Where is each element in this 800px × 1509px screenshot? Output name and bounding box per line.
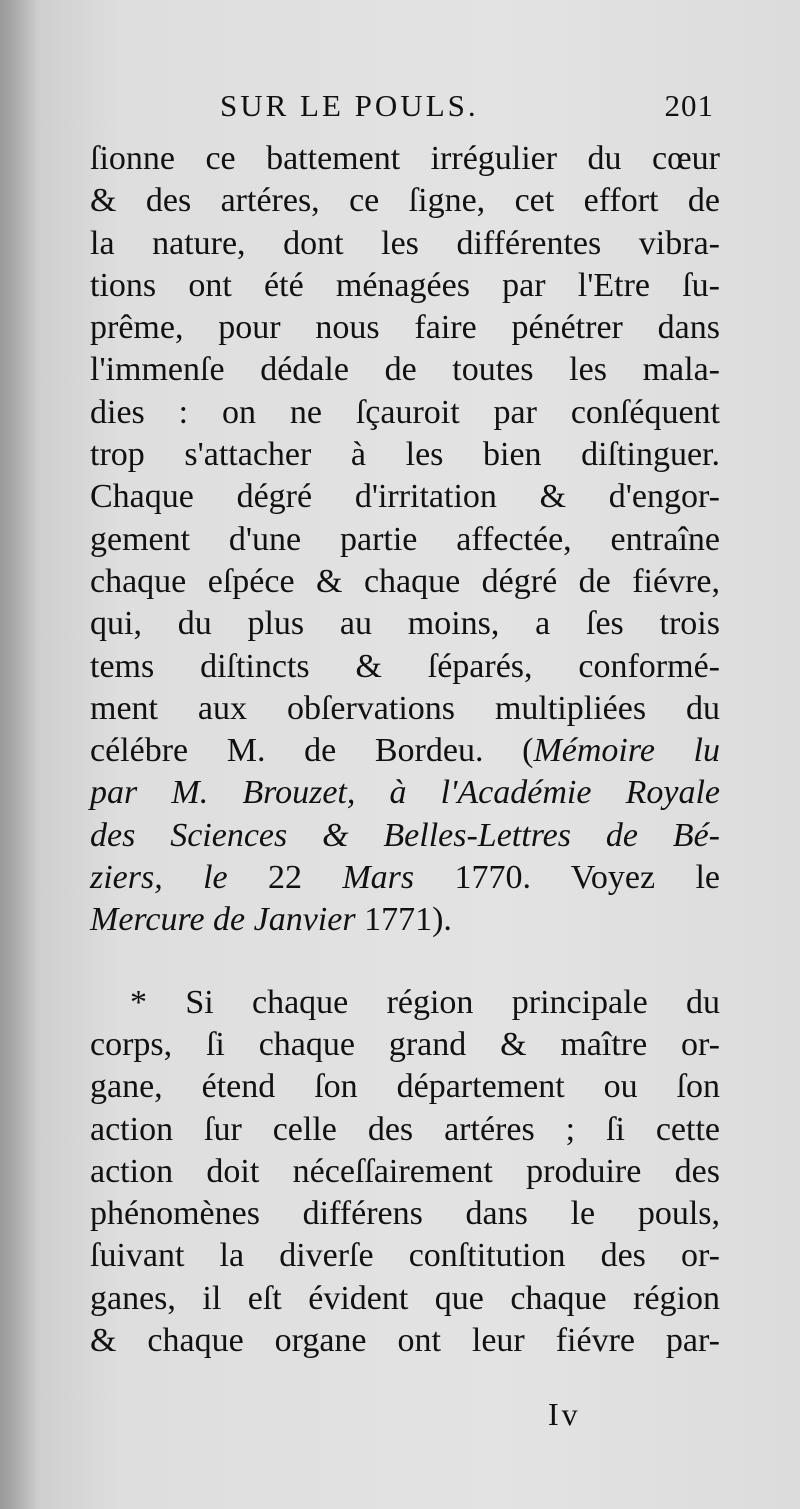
text-line: phénomènes différens dans le pouls, (90, 1195, 720, 1233)
citation-italic: Mémoire lu (533, 732, 720, 770)
text-line: gane, étend ſon département ou ſon (90, 1068, 720, 1106)
text-line: qui, du plus au moins, a ſes trois (90, 605, 720, 643)
citation-roman: 1771). (355, 901, 452, 939)
page-number: 201 (664, 88, 714, 123)
text-line: la nature, dont les différentes vibra- (90, 224, 720, 262)
text-line: & chaque organe ont leur fiévre par- (90, 1322, 720, 1360)
citation-line: des Sciences & Belles-Lettres de Bé- (90, 816, 720, 854)
text-line: corps, ſi chaque grand & maître or- (90, 1025, 720, 1063)
citation-line (90, 899, 720, 941)
text-line: tems diſtincts & ſéparés, conformé- (90, 647, 720, 685)
citation-line: par M. Brouzet, à l'Académie Royale (90, 774, 720, 812)
text-line: ſuivant la diverſe conſtitution des or- (90, 1237, 720, 1275)
citation-italic: Mercure de Janvier (90, 901, 356, 939)
paragraph-gap (90, 942, 720, 982)
body-text (90, 138, 720, 1362)
running-title: SUR LE POULS. (220, 88, 479, 123)
text-line: action ſur celle des artéres ; ſi cette (90, 1110, 720, 1148)
citation-roman: 22 (227, 859, 343, 897)
signature-mark: Iv (548, 1396, 581, 1432)
text-line: & des artéres, ce ſigne, cet effort de (90, 182, 720, 220)
text-line: action doit néceſſairement produire des (90, 1152, 720, 1190)
citation-roman: célébre M. de Bordeu. ( (90, 732, 534, 770)
text-line: prême, pour nous faire pénétrer dans (90, 309, 720, 347)
citation-line (90, 730, 720, 772)
text-line: ment aux obſervations multipliées du (90, 689, 720, 727)
text-line: * Si chaque région principale du (130, 983, 720, 1021)
citation-roman: 1770. Voyez le (414, 859, 721, 897)
citation-italic: Mars (342, 859, 415, 897)
text-line: trop s'attacher à les bien diſtinguer. (90, 436, 720, 474)
citation-italic: ziers, le (90, 859, 228, 897)
text-line: gement d'une partie affectée, entraîne (90, 520, 720, 558)
text-line: Chaque dégré d'irritation & d'engor- (90, 478, 720, 516)
text-line: tions ont été ménagées par l'Etre ſu- (90, 266, 720, 304)
spine-shadow (0, 0, 38, 1509)
text-line: ganes, il eſt évident que chaque région (90, 1279, 720, 1317)
text-line: l'immenſe dédale de toutes les mala- (90, 351, 720, 389)
text-line: dies : on ne ſçauroit par conſéquent (90, 393, 720, 431)
citation-line (90, 857, 720, 899)
text-line: chaque eſpéce & chaque dégré de fiévre, (90, 562, 720, 600)
page-header (92, 88, 720, 132)
text-line: ſionne ce battement irrégulier du cœur (90, 140, 720, 177)
